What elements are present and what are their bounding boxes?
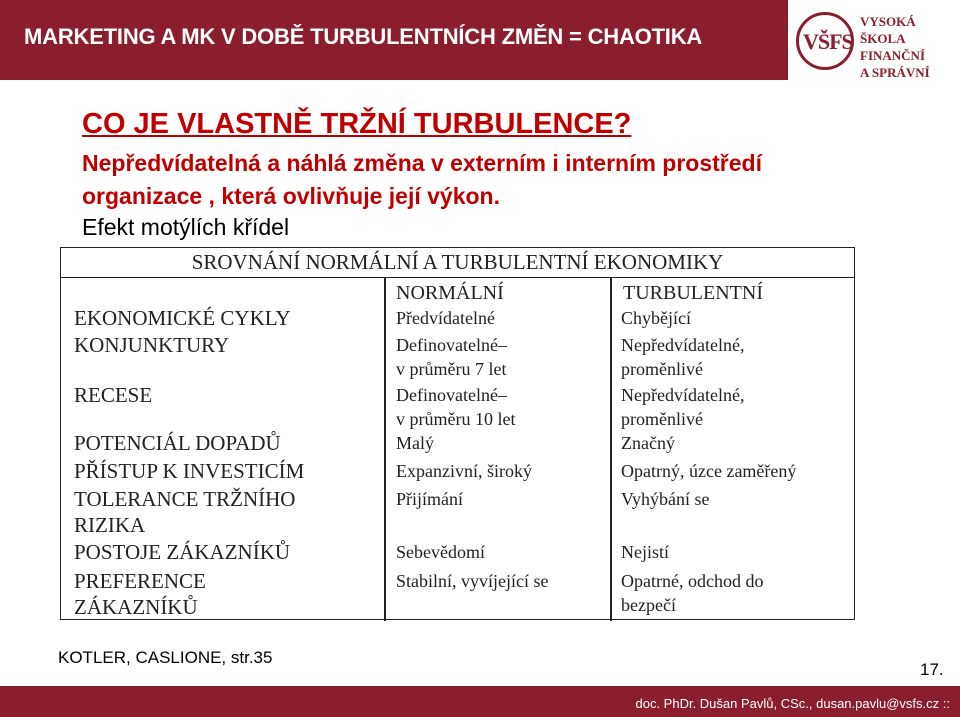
logo-emblem (796, 12, 854, 70)
school-logo (788, 0, 960, 80)
footer-bar (0, 686, 960, 717)
footer-author: doc. PhDr. Dušan Pavlů, CSc., dusan.pavlu@vsfs.cz :: (635, 696, 950, 711)
logo-line-1: VYSOKÁ ŠKOLA (860, 14, 916, 46)
row-label: EKONOMICKÉ CYKLY (74, 306, 291, 330)
row-turbulent-value: Vyhýbání se (621, 489, 710, 509)
table-divider-1 (384, 277, 386, 621)
page-number: 17. (920, 660, 944, 679)
column-header-normal: NORMÁLNÍ (396, 282, 504, 304)
logo-line-2: FINANČNÍ (860, 48, 925, 63)
row-label: TOLERANCE TRŽNÍHO RIZIKA (74, 487, 296, 537)
row-label: KONJUNKTURY (74, 333, 230, 357)
comparison-table (60, 247, 855, 620)
row-normal-value: Definovatelné– v průměru 10 let (396, 385, 516, 429)
table-title: SROVNÁNÍ NORMÁLNÍ A TURBULENTNÍ EKONOMIKY (61, 248, 854, 278)
row-turbulent-value: Opatrné, odchod do bezpečí (621, 571, 764, 615)
header-bar (0, 0, 788, 80)
logo-line-3: A SPRÁVNÍ (860, 65, 930, 80)
row-turbulent-value: Nepředvídatelné, proměnlivé (621, 335, 745, 379)
row-label: PREFERENCE ZÁKAZNÍKŮ (74, 569, 206, 619)
row-normal-value: Přijímání (396, 489, 463, 509)
row-turbulent-value: Značný (621, 433, 675, 453)
logo-text (860, 13, 960, 81)
row-label: POSTOJE ZÁKAZNÍKŮ (74, 540, 291, 564)
definition-line-1: Nepředvídatelná a náhlá změna v externím i interním prostředí (82, 150, 762, 176)
row-normal-value: Předvídatelné (396, 308, 495, 328)
row-normal-value: Malý (396, 433, 434, 453)
row-label: RECESE (74, 383, 153, 407)
slide-title: CO JE VLASTNĚ TRŽNÍ TURBULENCE? (82, 108, 632, 140)
row-turbulent-value: Opatrný, úzce zaměřený (621, 461, 797, 481)
row-turbulent-value: Chybějící (621, 308, 691, 328)
row-normal-value: Expanzivní, široký (396, 461, 532, 481)
row-normal-value: Definovatelné– v průměru 7 let (396, 335, 507, 379)
presentation-title: MARKETING A MK V DOBĚ TURBULENTNÍCH ZMĚN = CHAOTIKA (24, 24, 703, 49)
butterfly-effect: Efekt motýlích křídel (82, 214, 290, 240)
row-label: PŘÍSTUP K INVESTICÍM (74, 459, 305, 483)
row-normal-value: Sebevědomí (396, 542, 485, 562)
row-turbulent-value: Nepředvídatelné, proměnlivé (621, 385, 745, 429)
source-citation: KOTLER, CASLIONE, str.35 (58, 648, 273, 667)
row-normal-value: Stabilní, vyvíjející se (396, 571, 549, 591)
row-label: POTENCIÁL DOPADŮ (74, 431, 281, 455)
column-header-turbulent: TURBULENTNÍ (623, 282, 763, 304)
row-turbulent-value: Nejistí (621, 542, 669, 562)
definition-line-2: organizace , která ovlivňuje její výkon. (82, 183, 500, 209)
logo-mark: VŠFS (803, 29, 853, 54)
